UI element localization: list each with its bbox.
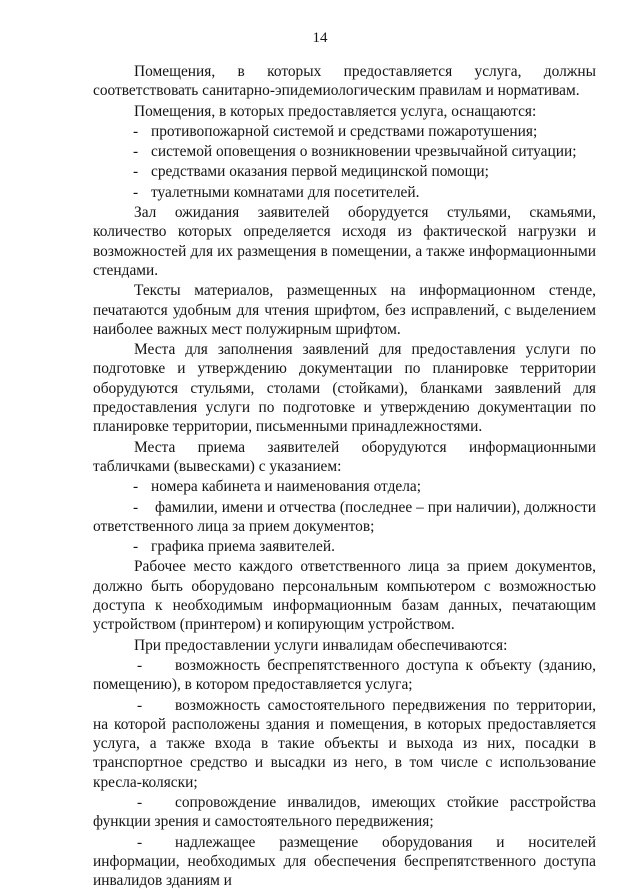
list-item-text: надлежащее размещение оборудования и носителей информации, необходимых для обеспечения беспрепятственного доступа инвалидов зданиям и	[93, 833, 596, 890]
paragraph: Места приема заявителей оборудуются информационными табличками (вывесками) с указанием:	[93, 438, 596, 475]
paragraph: Зал ожидания заявителей оборудуется стульями, скамьями, количество которых определяется исходя из фактической нагрузки и возможностей для их размещения в помещении, а также информационными стендами.	[93, 204, 596, 279]
list-item-text: системой оповещения о возникновении чрезвычайной ситуации;	[151, 143, 577, 161]
list-item	[93, 122, 596, 141]
list-item	[93, 183, 596, 202]
list-item	[93, 793, 596, 832]
list-item-text: туалетными комнатами для посетителей.	[151, 183, 420, 201]
list-item-text: противопожарной системой и средствами пожаротушения;	[151, 122, 538, 140]
list-marker: -	[133, 122, 139, 140]
list-item	[93, 162, 596, 181]
list-item-text: средствами оказания первой медицинской помощи;	[151, 163, 489, 181]
list-item	[93, 537, 596, 556]
list-item-text: номера кабинета и наименования отдела;	[151, 478, 422, 496]
page-number: 14	[312, 30, 328, 46]
list-item-text: фамилии, имени и отчества (последнее – при наличии), должности ответственного лица за прием документов;	[93, 498, 596, 535]
list-item-text: графика приема заявителей.	[151, 538, 335, 556]
list-item	[93, 477, 596, 496]
list-marker: -	[133, 163, 139, 181]
paragraph: Тексты материалов, размещенных на информационном стенде, печатаются удобным для чтения шрифтом, без исправлений, с выделением наиболее важных мест полужирным шрифтом.	[93, 282, 596, 338]
list-marker: -	[137, 833, 143, 851]
paragraph: Рабочее место каждого ответственного лица за прием документов, должно быть оборудовано персональным компьютером с возможностью доступа к необходимым информационным базам данных, печатающим устройством (принтером) и копирующим устройством.	[93, 558, 596, 634]
list-marker: -	[133, 498, 139, 516]
list-item	[93, 498, 596, 537]
list-item-text: сопровождение инвалидов, имеющих стойкие расстройства функции зрения и самостоятельного передвижения;	[93, 793, 596, 831]
list-marker: -	[133, 183, 139, 201]
paragraph: Помещения, в которых предоставляется услуга, оснащаются:	[134, 102, 537, 120]
list-marker: -	[133, 478, 139, 496]
document-body	[93, 62, 596, 891]
list-marker: -	[137, 696, 143, 714]
list-marker: -	[137, 793, 143, 811]
paragraph: При предоставлении услуги инвалидам обеспечиваются:	[134, 636, 508, 654]
list-item	[93, 696, 596, 792]
list-item	[93, 833, 596, 891]
paragraph: Места для заполнения заявлений для предоставления услуги по подготовке и утверждению документации по планировке территории оборудуются стульями, столами (стойками), бланками заявлений для предоставления услуги по подготовке и утверждению документации по планировке территории, письменными принадлежностями.	[93, 341, 596, 436]
list-item-text: возможность беспрепятственного доступа к объекту (зданию, помещению), в котором предоставляется услуга;	[93, 656, 596, 694]
list-marker: -	[137, 656, 143, 674]
list-item	[93, 656, 596, 695]
paragraph: Помещения, в которых предоставляется услуга, должны соответствовать санитарно-эпидемиологическим правилам и нормативам.	[93, 63, 596, 100]
list-marker: -	[133, 538, 139, 556]
list-marker: -	[133, 143, 139, 161]
list-item-text: возможность самостоятельного передвижения по территории, на которой расположены здания и помещения, в которых предоставляется услуга, а также входа в такие объекты и выхода из них, посадки в транспортное средство и высадки из него, в том числе с использование кресла-коляски;	[93, 696, 596, 791]
list-item	[93, 142, 596, 161]
